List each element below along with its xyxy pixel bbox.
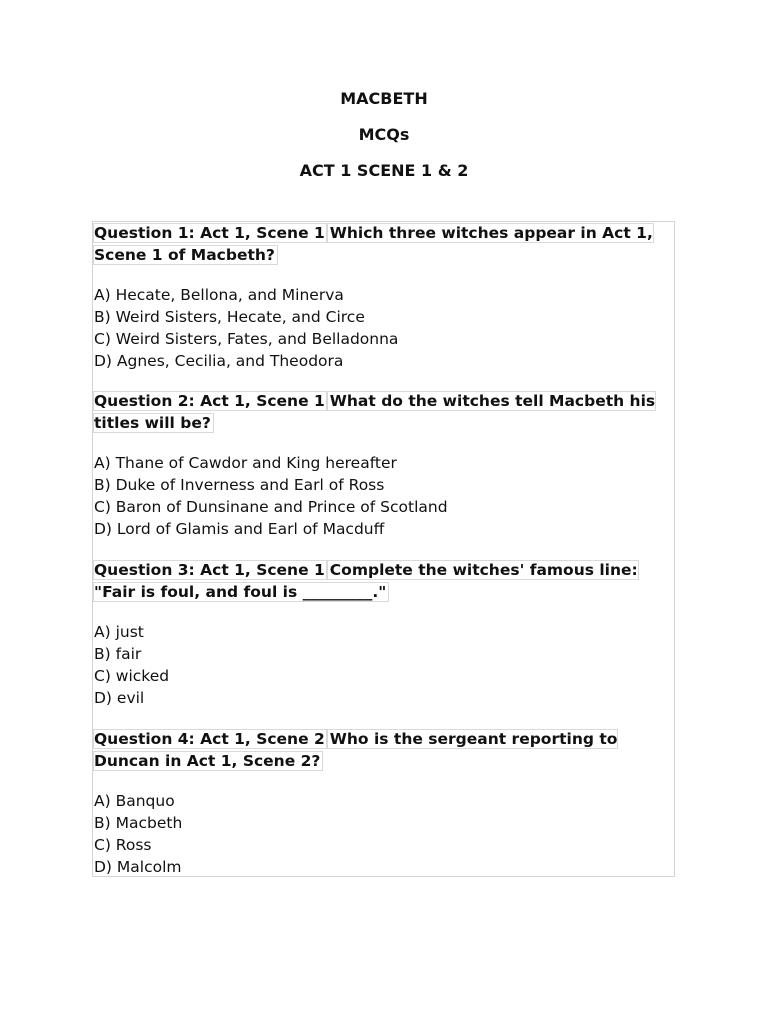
question-block: [94, 390, 672, 540]
answer-option: C) wicked: [94, 667, 170, 685]
question-label: Question 4: Act 1, Scene 2: [94, 730, 325, 748]
question-block: [94, 222, 672, 372]
question-label: Question 3: Act 1, Scene 1: [94, 561, 325, 579]
question-block: [94, 728, 672, 878]
answer-option: C) Baron of Dunsinane and Prince of Scotland: [94, 498, 448, 516]
question-heading: [94, 728, 672, 772]
question-text: Which three witches appear in Act 1, Scene 1 of Macbeth?: [94, 224, 653, 264]
questions-table: [92, 221, 675, 877]
answer-option: B) Duke of Inverness and Earl of Ross: [94, 476, 385, 494]
answer-option: D) Lord of Glamis and Earl of Macduff: [94, 520, 385, 538]
question-text: Who is the sergeant reporting to Duncan in Act 1, Scene 2?: [94, 730, 618, 770]
answer-option: C) Ross: [94, 836, 152, 854]
answer-options: [94, 621, 672, 709]
question-heading: [94, 222, 672, 266]
question-text: Complete the witches' famous line: "Fair is foul, and foul is _________.": [94, 561, 638, 601]
answer-option: A) Thane of Cawdor and King hereafter: [94, 454, 397, 472]
answer-option: A) just: [94, 623, 144, 641]
question-label: Question 2: Act 1, Scene 1: [94, 392, 325, 410]
document-section-heading: ACT 1 SCENE 1 & 2: [299, 161, 469, 180]
answer-options: [94, 790, 672, 878]
answer-option: A) Banquo: [94, 792, 175, 810]
document-subtitle: MCQs: [358, 125, 410, 144]
answer-option: D) Malcolm: [94, 858, 182, 876]
answer-option: C) Weird Sisters, Fates, and Belladonna: [94, 330, 399, 348]
answer-option: D) Agnes, Cecilia, and Theodora: [94, 352, 344, 370]
question-text: What do the witches tell Macbeth his titles will be?: [94, 392, 656, 432]
answer-option: D) evil: [94, 689, 145, 707]
answer-options: [94, 452, 672, 540]
answer-option: B) Weird Sisters, Hecate, and Circe: [94, 308, 365, 326]
answer-options: [94, 284, 672, 372]
answer-option: B) Macbeth: [94, 814, 183, 832]
question-heading: [94, 559, 672, 603]
question-block: [94, 559, 672, 709]
document-title: MACBETH: [340, 89, 428, 108]
question-label: Question 1: Act 1, Scene 1: [94, 224, 325, 242]
question-heading: [94, 390, 672, 434]
answer-option: B) fair: [94, 645, 142, 663]
answer-option: A) Hecate, Bellona, and Minerva: [94, 286, 344, 304]
